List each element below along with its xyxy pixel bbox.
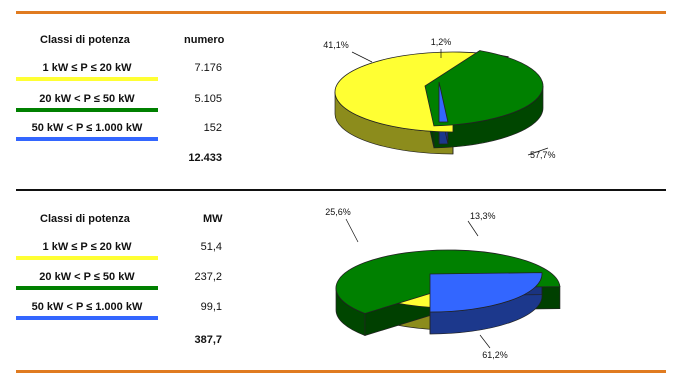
row-value: 237,2: [194, 271, 222, 283]
data-label: 57,7%: [530, 150, 556, 160]
row-value: 99,1: [200, 301, 222, 313]
data-label: 41,1%: [323, 40, 349, 50]
data-label: 61,2%: [482, 350, 508, 360]
legend-label: 20 kW < P ≤ 50 kW: [39, 271, 135, 283]
row-value: 7.176: [194, 62, 222, 74]
data-label: 13,3%: [470, 211, 496, 221]
data-label: 1,2%: [430, 37, 452, 47]
legend-label: 50 kW < P ≤ 1.000 kW: [31, 122, 143, 134]
header-class: Classi di potenza: [40, 34, 130, 46]
pie-chart: [325, 207, 560, 360]
legend-label: 1 kW ≤ P ≤ 20 kW: [42, 62, 132, 74]
row-value: 5.105: [194, 93, 222, 105]
total-value: 387,7: [194, 334, 222, 346]
header-value: numero: [184, 34, 225, 46]
data-label-leader: [480, 335, 490, 348]
total-value: 12.433: [188, 152, 222, 164]
pie-chart: [323, 37, 555, 160]
legend-label: 1 kW ≤ P ≤ 20 kW: [42, 241, 132, 253]
header-value: MW: [203, 213, 223, 225]
data-label: 25,6%: [325, 207, 351, 217]
header-class: Classi di potenza: [40, 213, 130, 225]
data-label-leader: [346, 219, 358, 242]
legend-label: 50 kW < P ≤ 1.000 kW: [31, 301, 143, 313]
row-value: 51,4: [200, 241, 222, 253]
data-label-leader: [468, 221, 478, 236]
legend-label: 20 kW < P ≤ 50 kW: [39, 93, 135, 105]
data-label-leader: [352, 52, 372, 62]
row-value: 152: [203, 122, 222, 134]
